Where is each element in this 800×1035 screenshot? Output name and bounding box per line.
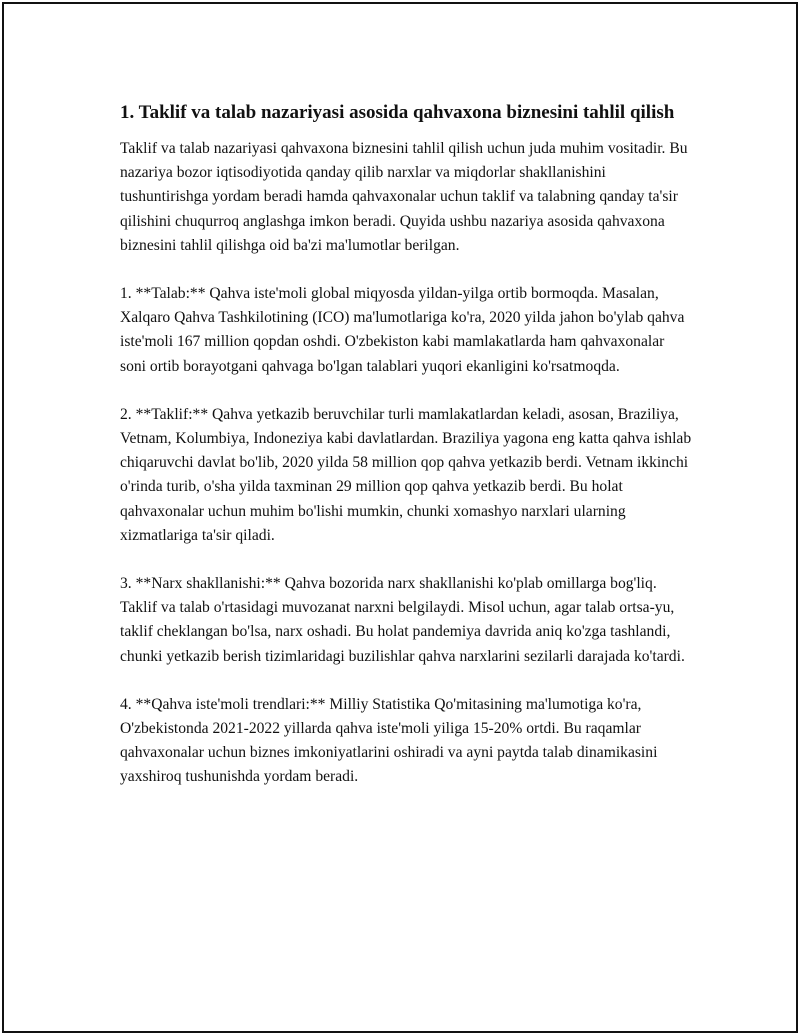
paragraph-price-formation: 3. **Narx shakllanishi:** Qahva bozorida narx shakllanishi ko'plab omillarga bog'liq. Taklif va talab o'rtasidagi muvozanat narxni belgilaydi. Misol uchun, agar talab ortsa-yu, taklif cheklangan bo'lsa, narx oshadi. Bu holat pandemiya davrida aniq ko'zga tashlandi, chunki yetkazib berish tizimlaridagi buzilishlar qahva narxlarini sezilarli darajada ko'tardi. — [120, 575, 685, 665]
document-page — [2, 2, 798, 1033]
intro-paragraph: Taklif va talab nazariyasi qahvaxona biznesini tahlil qilish uchun juda muhim vositadir. Bu nazariya bozor iqtisodiyotida qanday qilib narxlar va miqdorlar shakllanishini tushuntirishga yordam beradi hamda qahvaxonalar uchun taklif va talabning qanday ta'sir qilishini chuqurroq anglashga imkon beradi. Quyida ushbu nazariya asosida qahvaxona biznesini tahlil qilishga oid ba'zi ma'lumotlar berilgan. — [120, 140, 688, 254]
paragraph-consumption-trends: 4. **Qahva iste'moli trendlari:** Milliy Statistika Qo'mitasining ma'lumotiga ko'ra, O'zbekistonda 2021-2022 yillarda qahva iste'moli yiliga 15-20% ortdi. Bu raqamlar qahvaxonalar uchun biznes imkoniyatlarini oshiradi va ayni paytda talab dinamikasini yaxshiroq tushunishda yordam beradi. — [120, 695, 658, 786]
paragraph-supply: 2. **Taklif:** Qahva yetkazib beruvchilar turli mamlakatlardan keladi, asosan, Braziliya, Vetnam, Kolumbiya, Indoneziya kabi davlatlardan. Braziliya yagona eng katta qahva ishlab chiqaruvchi davlat bo'lib, 2020 yilda 58 million qop qahva yetkazib berdi. Vetnam ikkinchi o'rinda turib, o'sha yilda taxminan 29 million qop qahva yetkazib berdi. Bu holat qahvaxonalar uchun muhim bo'lishi mumkin, chunki xomashyo narxlari ularning xizmatlariga ta'sir qiladi. — [120, 405, 692, 544]
document-content — [120, 98, 692, 814]
paragraph-demand: 1. **Talab:** Qahva iste'moli global miqyosda yildan-yilga ortib bormoqda. Masalan, Xalqaro Qahva Tashkilotining (ICO) ma'lumotlariga ko'ra, 2020 yilda jahon bo'ylab qahva iste'moli 167 million qopdan oshdi. O'zbekiston kabi mamlakatlarda ham qahvaxonalar soni ortib borayotgani qahvaga bo'lgan talablari yuqori ekanligini ko'rsatmoqda. — [120, 285, 685, 375]
document-title: 1. Taklif va talab nazariyasi asosida qahvaxona biznesini tahlil qilish — [120, 102, 675, 123]
